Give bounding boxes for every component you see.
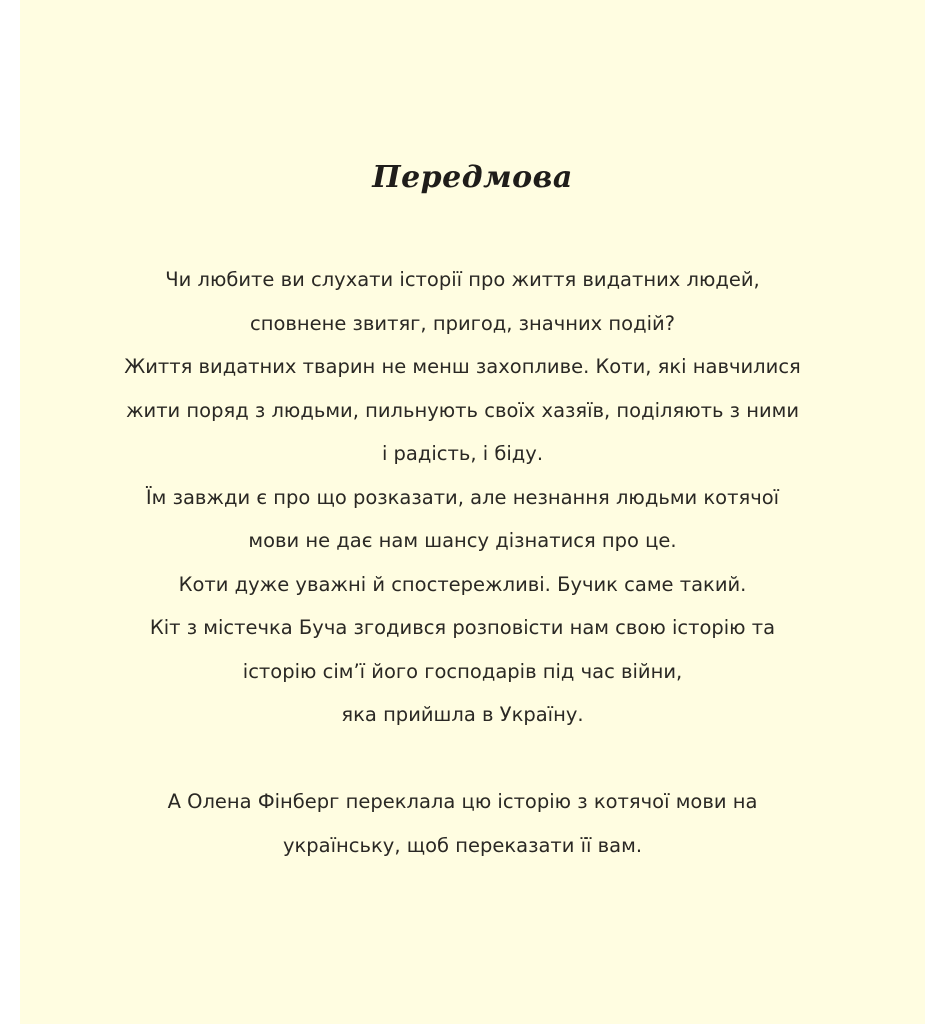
text-line: Кіт з містечка Буча згодився розповісти нам свою історію та (149, 616, 776, 639)
page (20, 0, 925, 1024)
text-line: Життя видатних тварин не менш захопливе. Коти, які навчилися (124, 355, 801, 378)
text-line: Їм завжди є про що розказати, але незнання людьми котячої (145, 485, 780, 509)
text-line: українську, щоб переказати її вам. (282, 833, 643, 857)
text-line: і радість, і біду. (381, 442, 544, 465)
preface-text (20, 258, 905, 867)
page-title: Передмова (372, 160, 573, 195)
text-line: жити поряд з людьми, пильнують своїх хазяїв, поділяють з ними (125, 398, 800, 422)
text-line: яка прийшла в Україну. (341, 703, 584, 726)
text-line: Чи любите ви слухати історії про життя видатних людей, (165, 268, 760, 291)
text-line: сповнене звитяг, пригод, значних подій? (249, 311, 676, 335)
text-line: мови не дає нам шансу дізнатися про це. (248, 529, 677, 552)
paragraph-gap (20, 737, 905, 781)
text-line: А Олена Фінберг переклала цю історію з котячої мови на (167, 790, 758, 813)
text-line: історію сім’ї його господарів під час війни, (242, 659, 683, 683)
text-line: Коти дуже уважні й спостережливі. Бучик саме такий. (178, 572, 747, 596)
